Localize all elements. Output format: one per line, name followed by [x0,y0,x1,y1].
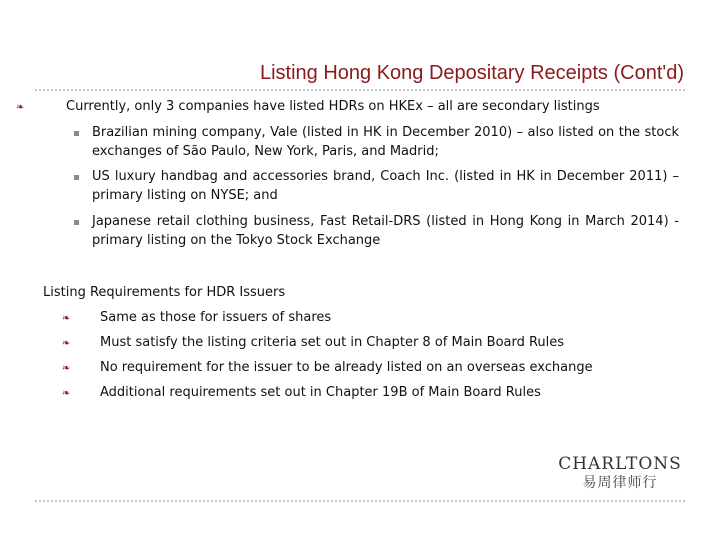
requirement-item: Same as those for issuers of shares [100,310,332,325]
company-item: Brazilian mining company, Vale (listed in HK in December 2010) – also listed on the stock exchanges of São Paulo, New York, Paris, and Madrid; [92,125,679,159]
square-bullet-icon [74,220,79,225]
logo-name: CHARLTONS [558,454,682,474]
fleuron-bullet-icon: ❧ [16,102,25,113]
company-item: US luxury handbag and accessories brand, Coach Inc. (listed in HK in December 2011) – primary listing on NYSE; and [92,169,679,203]
charltons-logo [558,454,682,492]
requirement-item: Additional requirements set out in Chapter 19B of Main Board Rules [100,385,541,400]
bottom-divider [35,500,685,502]
square-bullet-icon [74,131,79,136]
company-item: Japanese retail clothing business, Fast Retail-DRS (listed in Hong Kong in March 2014) - primary listing on the Tokyo Stock Exchange [92,214,679,248]
requirement-item: Must satisfy the listing criteria set out in Chapter 8 of Main Board Rules [100,335,565,350]
requirements-heading: Listing Requirements for HDR Issuers [43,285,286,300]
logo-chinese-name: 易周律师行 [582,475,658,491]
intro-text: Currently, only 3 companies have listed HDRs on HKEx – all are secondary listings [66,99,600,114]
fleuron-bullet-icon: ❧ [62,388,71,399]
fleuron-bullet-icon: ❧ [62,313,71,324]
fleuron-bullet-icon: ❧ [62,338,71,349]
requirement-item: No requirement for the issuer to be already listed on an overseas exchange [100,360,593,375]
fleuron-bullet-icon: ❧ [62,363,71,374]
slide-title: Listing Hong Kong Depositary Receipts (Cont'd) [259,62,684,84]
top-divider [35,89,685,91]
square-bullet-icon [74,175,79,180]
